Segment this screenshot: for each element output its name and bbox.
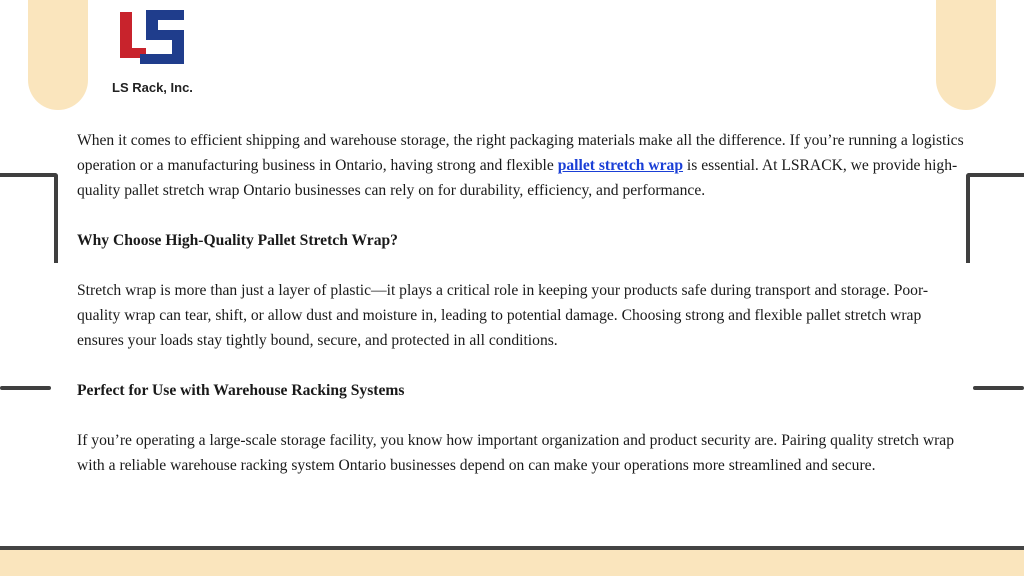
article-body	[77, 128, 967, 503]
decorative-bracket-left	[0, 173, 58, 263]
decorative-tab-right	[936, 0, 996, 110]
intro-paragraph	[77, 128, 967, 203]
footer-band	[0, 550, 1024, 576]
intro-text-start: When it comes to efficient shipping and warehouse storage, the right packaging materials make all the difference. If you’re running a logistics operation or a manufacturing business in Ontario, having strong and flexible	[77, 132, 964, 174]
decorative-bracket-right	[966, 173, 1024, 263]
decorative-tab-left	[28, 0, 88, 110]
paragraph-racking: If you’re operating a large-scale storage facility, you know how important organization and product security are. Pairing quality stretch wrap with a reliable warehouse racking system Ontario businesses depend on can make your operations more streamlined and secure.	[77, 432, 955, 474]
section-heading-why-choose: Why Choose High-Quality Pallet Stretch Wrap?	[77, 232, 398, 249]
ls-logo-icon	[110, 8, 200, 78]
decorative-line-right	[973, 386, 1024, 390]
company-name: LS Rack, Inc.	[112, 80, 193, 95]
intro-text-end: is essential. At LSRACK, we provide high-quality pallet stretch wrap Ontario businesses can rely on for durability, efficiency, and performance.	[77, 157, 958, 199]
paragraph-why-choose: Stretch wrap is more than just a layer of plastic—it plays a critical role in keeping your products safe during transport and storage. Poor-quality wrap can tear, shift, or allow dust and moisture in, leading to potential damage. Choosing strong and flexible pallet stretch wrap ensures your loads stay tightly bound, secure, and protected in all conditions.	[77, 282, 929, 349]
pallet-stretch-wrap-link[interactable]: pallet stretch wrap	[557, 157, 684, 174]
decorative-line-left	[0, 386, 51, 390]
section-heading-racking: Perfect for Use with Warehouse Racking Systems	[77, 382, 405, 399]
